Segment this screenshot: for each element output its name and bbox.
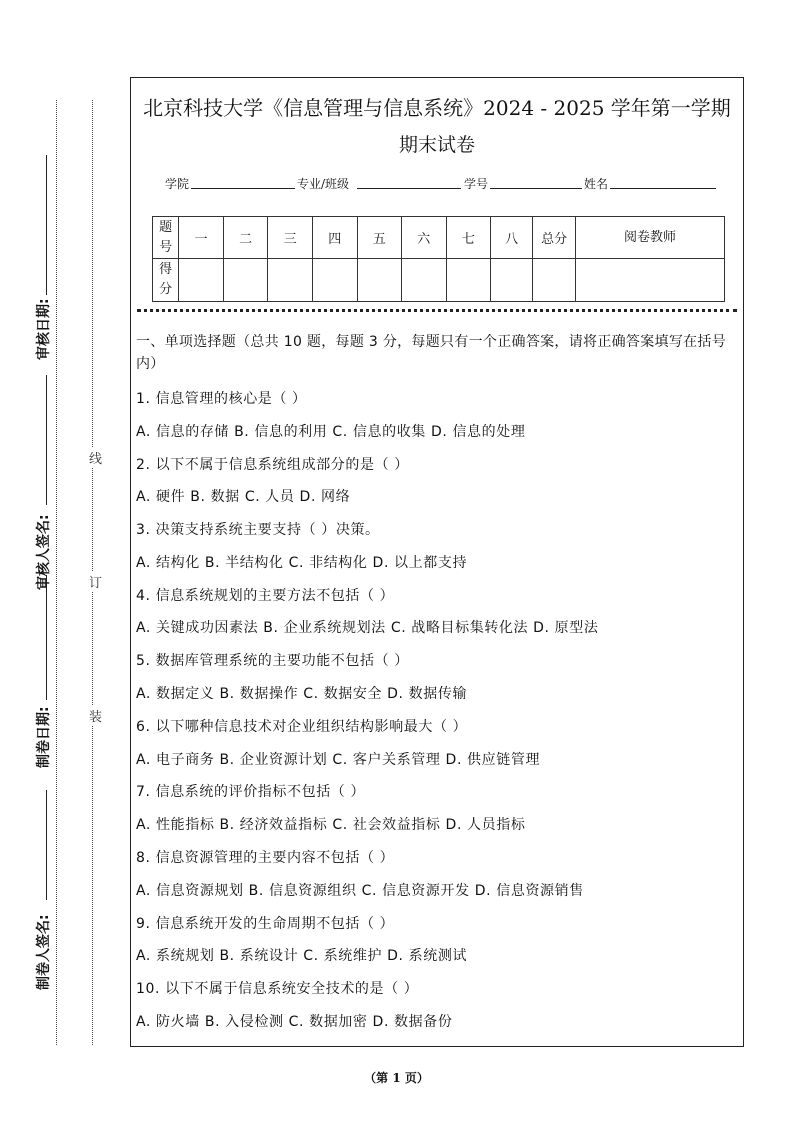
score-cell[interactable] [268, 259, 313, 302]
score-header-cell: 二 [223, 217, 268, 259]
reviewer-signature-label: 审核人签名: [36, 514, 52, 590]
score-header-total: 总分 [533, 217, 576, 259]
score-header-cell: 七 [446, 217, 491, 259]
score-table-header-row [153, 217, 725, 259]
score-header-question-no: 题号 [153, 217, 179, 259]
score-cell-grader[interactable] [576, 259, 725, 302]
question-5: 5. 数据库管理系统的主要功能不包括（ ） [136, 653, 409, 669]
score-header-cell: 三 [268, 217, 313, 259]
score-header-cell: 一 [179, 217, 224, 259]
field-student-id-label: 学号 [464, 177, 489, 191]
paper-date-label: 制卷日期: [36, 706, 52, 768]
dotted-separator [137, 309, 737, 312]
binding-mark-line: 线 [89, 448, 102, 467]
score-header-cell: 五 [357, 217, 402, 259]
score-cell[interactable] [223, 259, 268, 302]
question-9: 9. 信息系统开发的生命周期不包括（ ） [136, 916, 395, 932]
question-7: 7. 信息系统的评价指标不包括（ ） [136, 784, 366, 800]
exam-subtitle: 期末试卷 [398, 134, 475, 156]
binding-mark-staple: 订 [89, 572, 102, 591]
question-9-options: A. 系统规划 B. 系统设计 C. 系统维护 D. 系统测试 [136, 948, 468, 964]
reviewer-signature-line[interactable] [46, 375, 47, 505]
binding-dotted-line-outer [56, 100, 57, 1045]
paper-date-line[interactable] [46, 575, 47, 700]
question-4-options: A. 关键成功因素法 B. 企业系统规划法 C. 战略目标集转化法 D. 原型法 [136, 620, 599, 636]
score-header-grader: 阅卷教师 [576, 217, 725, 259]
question-1-options: A. 信息的存储 B. 信息的利用 C. 信息的收集 D. 信息的处理 [136, 424, 526, 440]
question-6: 6. 以下哪种信息技术对企业组织结构影响最大（ ） [136, 719, 468, 735]
score-row-label: 得分 [153, 259, 179, 302]
score-header-cell: 八 [491, 217, 533, 259]
question-1: 1. 信息管理的核心是（ ） [136, 391, 307, 407]
field-college-label: 学院 [165, 177, 190, 191]
field-major-input[interactable] [357, 188, 461, 189]
exam-frame [130, 77, 744, 1047]
score-table-score-row [153, 259, 725, 302]
paper-maker-signature-label: 制卷人签名: [36, 914, 52, 990]
review-date-line[interactable] [46, 155, 47, 295]
field-name-label: 姓名 [584, 177, 609, 191]
question-10-options: A. 防火墙 B. 入侵检测 C. 数据加密 D. 数据备份 [136, 1014, 453, 1030]
exam-title: 北京科技大学《信息管理与信息系统》2024 - 2025 学年第一学期 [143, 96, 731, 120]
paper-maker-signature-line[interactable] [46, 790, 47, 900]
field-major-label: 专业/班级 [297, 177, 350, 191]
score-cell-total[interactable] [533, 259, 576, 302]
field-student-id-input[interactable] [490, 188, 582, 189]
field-college-input[interactable] [191, 188, 295, 189]
question-3-options: A. 结构化 B. 半结构化 C. 非结构化 D. 以上都支持 [136, 555, 468, 571]
score-cell[interactable] [357, 259, 402, 302]
question-5-options: A. 数据定义 B. 数据操作 C. 数据安全 D. 数据传输 [136, 686, 468, 702]
question-2: 2. 以下不属于信息系统组成部分的是（ ） [136, 457, 409, 473]
score-cell[interactable] [446, 259, 491, 302]
score-header-cell: 四 [312, 217, 357, 259]
page-number: （第 1 页） [364, 1071, 429, 1085]
question-6-options: A. 电子商务 B. 企业资源计划 C. 客户关系管理 D. 供应链管理 [136, 752, 541, 768]
question-10: 10. 以下不属于信息系统安全技术的是（ ） [136, 981, 419, 997]
score-cell[interactable] [491, 259, 533, 302]
field-name-input[interactable] [610, 188, 716, 189]
question-8: 8. 信息资源管理的主要内容不包括（ ） [136, 850, 395, 866]
question-7-options: A. 性能指标 B. 经济效益指标 C. 社会效益指标 D. 人员指标 [136, 817, 526, 833]
score-header-cell: 六 [402, 217, 447, 259]
score-cell[interactable] [402, 259, 447, 302]
question-3: 3. 决策支持系统主要支持（ ）决策。 [136, 522, 380, 538]
score-cell[interactable] [312, 259, 357, 302]
question-8-options: A. 信息资源规划 B. 信息资源组织 C. 信息资源开发 D. 信息资源销售 [136, 883, 584, 899]
question-4: 4. 信息系统规划的主要方法不包括（ ） [136, 588, 395, 604]
binding-mark-bind: 装 [89, 706, 102, 725]
question-2-options: A. 硬件 B. 数据 C. 人员 D. 网络 [136, 489, 351, 505]
review-date-label: 审核日期: [36, 298, 52, 360]
score-cell[interactable] [179, 259, 224, 302]
score-table [152, 216, 725, 302]
section-instruction: 一、单项选择题（总共 10 题，每题 3 分，每题只有一个正确答案，请将正确答案填写在括号内） [136, 334, 727, 372]
